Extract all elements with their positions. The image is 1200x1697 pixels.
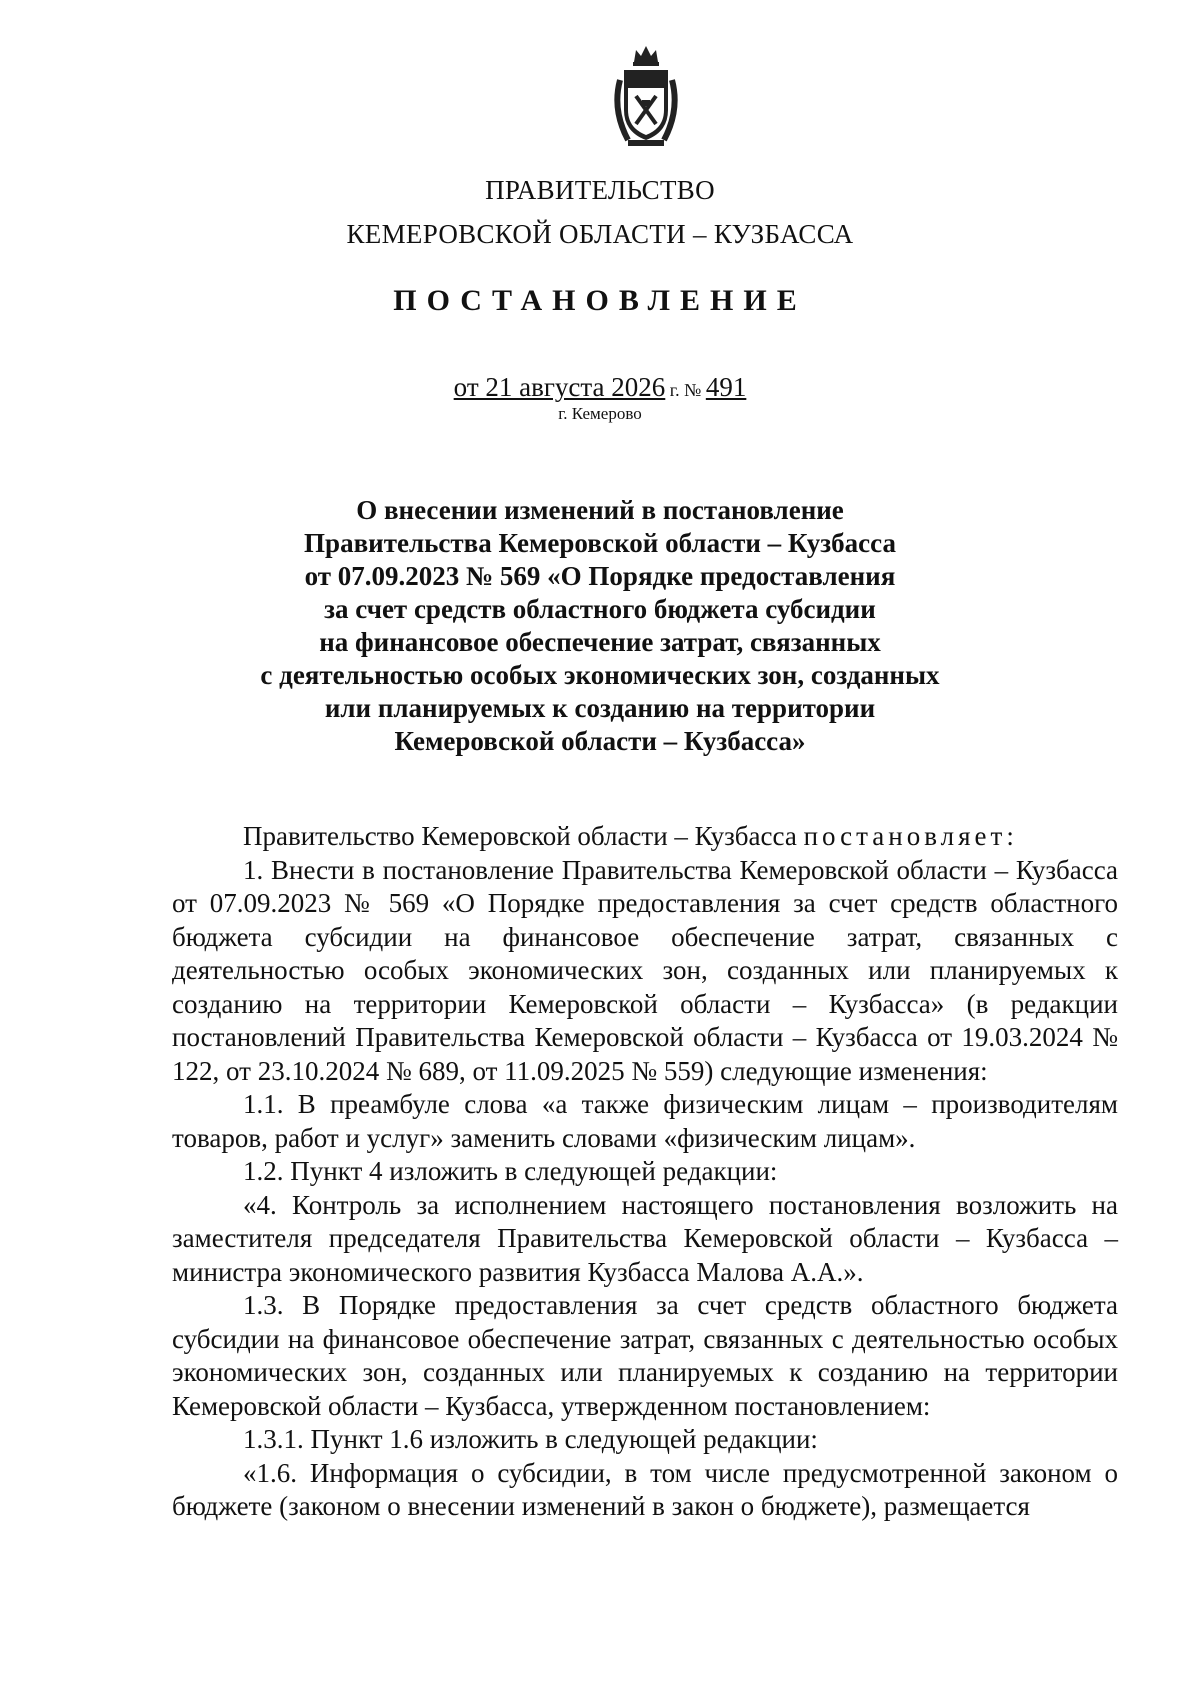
- title-line: на финансовое обеспечение затрат, связанных: [319, 627, 881, 657]
- title-line: Кемеровской области – Кузбасса»: [394, 726, 806, 756]
- title-line: за счет средств областного бюджета субсидии: [324, 594, 876, 624]
- document-date: от 21 августа 2026: [453, 372, 666, 402]
- document-type: ПОСТАНОВЛЕНИЕ: [393, 284, 807, 317]
- year-suffix: г.: [665, 380, 680, 400]
- paragraph-1-3: 1.3. В Порядке предоставления за счет средств областного бюджета субсидии на финансовое обеспечение затрат, связанных с деятельностью особых экономических зон, созданных или планируемых к созданию на территории Кемеровской области – Кузбасса, утвержденном постановлением:: [172, 1290, 1118, 1421]
- paragraph-1: 1. Внести в постановление Правительства Кемеровской области – Кузбасса от 07.09.2023 № 569 «О Порядке предоставления за счет средств областного бюджета субсидии на финансовое обеспечение затрат, связанных с деятельностью особых экономических зон, созданных или планируемых к созданию на территории Кемеровской области – Кузбасса» (в редакции постановлений Правительства Кемеровской области – Кузбасса от 19.03.2024 № 122, от 23.10.2024 № 689, от 11.09.2025 № 559) следующие изменения:: [172, 854, 1118, 1086]
- paragraph-1-3-1-quote: «1.6. Информация о субсидии, в том числе предусмотренной законом о бюджете (законом о внесении изменений в закон о бюджете), размещается: [172, 1457, 1118, 1521]
- coat-of-arms-icon: [606, 40, 686, 152]
- paragraph-1-1: 1.1. В преамбуле слова «а также физическим лицам – производителям товаров, работ и услуг» заменить словами «физическим лицам».: [172, 1089, 1118, 1153]
- intro-verb: постановляет: [803, 821, 1007, 851]
- title-line: от 07.09.2023 № 569 «О Порядке предоставления: [304, 561, 896, 591]
- government-name-line1: ПРАВИТЕЛЬСТВО: [485, 175, 715, 205]
- title-line: Правительства Кемеровской области – Кузбасса: [304, 528, 896, 558]
- document-number: 491: [705, 372, 747, 402]
- date-number-line: [0, 372, 1200, 403]
- intro-text: Правительство Кемеровской области – Кузбасса: [243, 821, 804, 851]
- intro-paragraph: [172, 820, 1118, 854]
- document-title: [200, 494, 1000, 758]
- title-line: О внесении изменений в постановление: [356, 495, 844, 525]
- document-body: [172, 820, 1118, 1524]
- paragraph-1-2-quote: «4. Контроль за исполнением настоящего постановления возложить на заместителя председателя Правительства Кемеровской области – Кузбасса – министра экономического развития Кузбасса Малова А.А.».: [172, 1189, 1118, 1287]
- paragraph-1-3-1: 1.3.1. Пункт 1.6 изложить в следующей редакции:: [243, 1424, 818, 1454]
- government-name-line2: КЕМЕРОВСКОЙ ОБЛАСТИ – КУЗБАССА: [346, 219, 854, 249]
- title-line: с деятельностью особых экономических зон, созданных: [260, 660, 940, 690]
- title-line: или планируемых к созданию на территории: [324, 693, 876, 723]
- paragraph-1-2: 1.2. Пункт 4 изложить в следующей редакции:: [243, 1156, 778, 1186]
- city: г. Кемерово: [558, 404, 642, 423]
- number-sign: №: [679, 380, 706, 400]
- intro-colon: :: [1006, 821, 1014, 851]
